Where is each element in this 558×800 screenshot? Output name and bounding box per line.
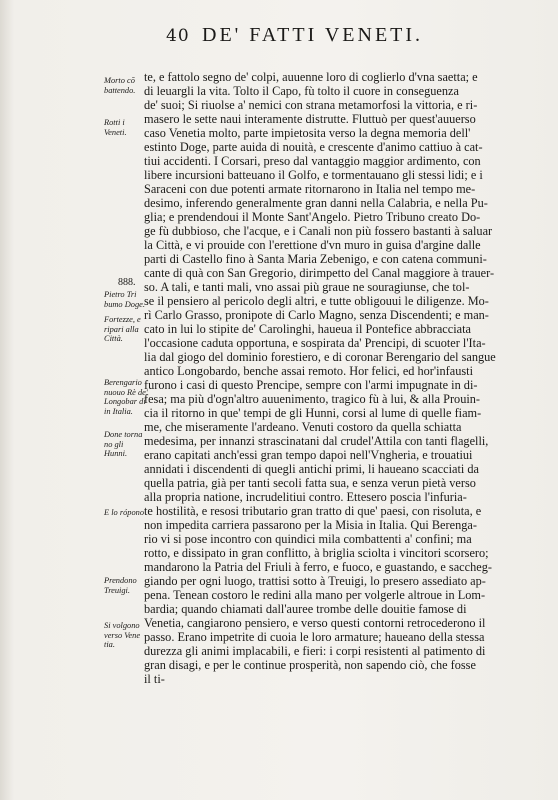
text-line: passo. Erano impetrite di cuoia le loro armature; haueano della stessa bbox=[144, 630, 485, 644]
text-line: te, e fattolo segno de' colpi, auuenne loro di coglierlo d'vna saetta; e bbox=[144, 70, 478, 84]
text-line: medesima, per innanzi strascinatani dal crudel'Attila con tanti flagelli, bbox=[144, 434, 489, 448]
text-line: di leuargli la vita. Tolto il Capo, fù tolto il cuore in conseguenza bbox=[144, 84, 459, 98]
text-line: me, che miseramente l'ardeano. Venuti costoro da quella schiatta bbox=[144, 420, 462, 434]
text-line: alla propria natione, incrudelitiui contro. Ettesero poscia l'infuria- bbox=[144, 490, 467, 504]
text-line: Venetia, cangiarono pensiero, e verso questi contorni retrocederono il bbox=[144, 616, 486, 630]
text-line: quella patria, già per tanti secoli fatta sua, e senza verun pietà verso bbox=[144, 476, 476, 490]
margin-note-rompono: E lo rópono bbox=[104, 508, 145, 517]
text-line: rì Carlo Grasso, pronipote di Carlo Magno, senza Discendenti; e man- bbox=[144, 308, 489, 322]
text-line: lia dal giogo del dominio forestiero, e di coronar Berengario del sangue bbox=[144, 350, 496, 364]
margin-note-fortezze: Fortezze, e ripari alla Città. bbox=[104, 315, 141, 344]
text-line: so. A tali, e tanti mali, vno assai più graue ne souragiunse, che tol- bbox=[144, 280, 470, 294]
margin-note-berengario: Berengario nuouo Rè de' Longobar di in Italia. bbox=[104, 378, 148, 416]
margin-note-venetia: Si volgono verso Vene tia. bbox=[104, 621, 141, 650]
page-number: 40 bbox=[166, 26, 190, 46]
margin-note-rotti: Rotti i Veneti. bbox=[104, 118, 127, 137]
page-header bbox=[0, 18, 558, 52]
text-line: furono i casi di questo Prencipe, sempre con l'armi impugnate in di- bbox=[144, 378, 478, 392]
text-line: il ti- bbox=[144, 672, 165, 686]
text-line: la Città, e vi prouide con l'erettione d'vn muro in guisa d'argine dalle bbox=[144, 238, 481, 252]
text-line: mandarono la Patria del Friuli à ferro, e fuoco, e guastando, e saccheg- bbox=[144, 560, 492, 574]
margin-note-morto: Morto cō battendo. bbox=[104, 76, 136, 95]
text-line: annidati i discendenti di quegli antichi primi, li haueano scacciati da bbox=[144, 462, 479, 476]
text-line: estinto Doge, parte auida di nouità, e crescente d'animo cattiuo à cat- bbox=[144, 140, 483, 154]
text-line: giando per ogni luogo, trattisi sotto à Treuigi, lo presero assediato ap- bbox=[144, 574, 486, 588]
text-line: ge fù dubbioso, che l'acque, e i Canali non più fossero bastanti à saluar bbox=[144, 224, 493, 238]
text-line: fesa; ma più d'ogn'altro auuenimento, tragico fù à lui, & alla Prouin- bbox=[144, 392, 481, 406]
text-line: masero le sette naui interamente distrutte. Fluttuò per quest'auuerso bbox=[144, 112, 476, 126]
text-line: desimo, inferendo generalmente gran danni nella Calabria, e nella Pu- bbox=[144, 196, 488, 210]
text-line: pena. Tenean costoro le redini alla mano per volgerle altroue in Lom- bbox=[144, 588, 486, 602]
text-line: erano capitati anch'essi gran tempo dapoi nell'Vngheria, e trouatiui bbox=[144, 448, 473, 462]
text-line: durezza gli animi implacabili, e fieri: i corpi resistenti al patimento di bbox=[144, 644, 486, 658]
text-line: cato in lui lo stipite de' Carolinghi, haueua il Pontefice abbracciata bbox=[144, 322, 471, 336]
text-line: tiui accidenti. I Corsari, preso dal vantaggio maggior ardimento, con bbox=[144, 154, 481, 168]
text-line: parti di Castello fino à Santa Maria Zebenigo, e con catena communi- bbox=[144, 252, 487, 266]
margin-note-year: 888. bbox=[118, 277, 136, 288]
text-line: bardia; quando chiamati dall'auree trombe delle douitie famose di bbox=[144, 602, 467, 616]
text-line: cante di quà con San Gregorio, dirimpetto del Canal maggiore à trauer- bbox=[144, 266, 495, 280]
text-line: te hostilità, e resosi tributario gran tratto di que' paesi, con risoluta, e bbox=[144, 504, 482, 518]
running-title: DE' FATTI VENETI. bbox=[202, 24, 424, 46]
text-line: cia il ritorno in que' tempi de gli Hunni, corsi al lume di quelle fiam- bbox=[144, 406, 482, 420]
text-line: caso Venetia molto, parte impietosita verso la degna memoria dell' bbox=[144, 126, 471, 140]
margin-note-treuigi: Prendono Treuigi. bbox=[104, 576, 137, 595]
text-line: l'occasione caduta opportuna, e sospirata da' Prencipi, di scuoter l'Ita- bbox=[144, 336, 486, 350]
margin-note-hunni: Done torna no gli Hunni. bbox=[104, 430, 143, 459]
text-line: gran disagi, e per le continue prosperità, non sapendo ciò, che fosse bbox=[144, 658, 476, 672]
margin-note-pietro: Pietro Tri bumo Doge. bbox=[104, 290, 145, 309]
text-line: rio vi si pose incontro con quindici mila combattenti a' confini; ma bbox=[144, 532, 472, 546]
text-line: non impedita carriera passarono per la Misia in Italia. Qui Berenga- bbox=[144, 518, 477, 532]
text-line: rotto, e dissipato in gran conflitto, à briglia sciolta i vincitori scorsero; bbox=[144, 546, 489, 560]
text-line: Saraceni con due potenti armate ritornarono in Italia nel tempo me- bbox=[144, 182, 476, 196]
text-line: de' suoi; Si riuolse a' nemici con strana metamorfosi la vittoria, e ri- bbox=[144, 98, 478, 112]
text-line: se il pensiero al pericolo degli altri, e tutte obligouui le diligenze. Mo- bbox=[144, 294, 489, 308]
text-line: antico Longobardo, benche assai remoto. Hor felici, ed hor'infausti bbox=[144, 364, 474, 378]
text-line: libere incursioni batteuano il Golfo, e tormentauano gli stessi lidi; e i bbox=[144, 168, 483, 182]
text-line: glia; e prendendoui il Monte Sant'Angelo. Pietro Tribuno creato Do- bbox=[144, 210, 481, 224]
